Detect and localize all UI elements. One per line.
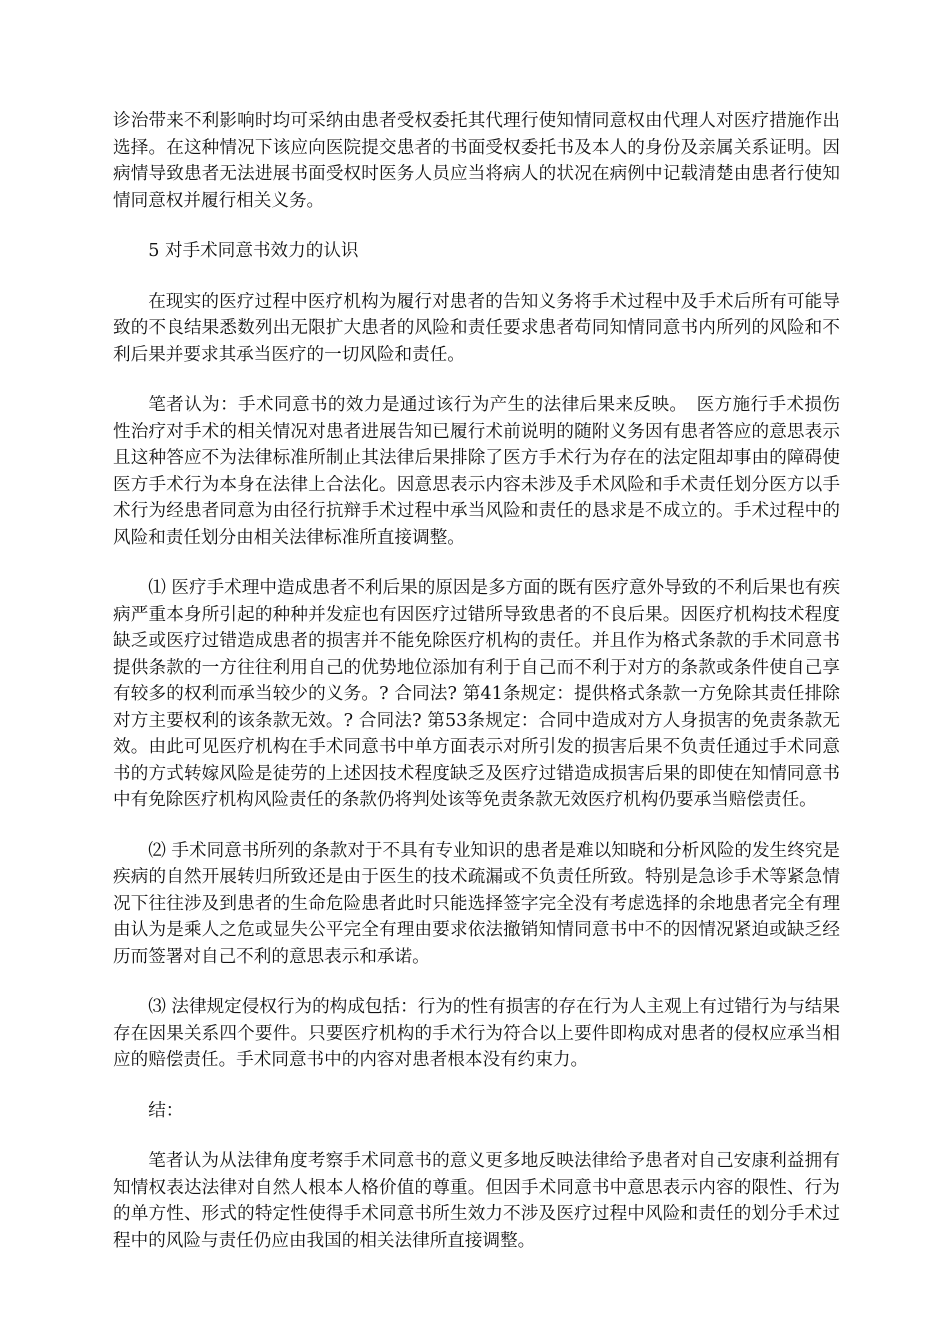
conclusion-paragraph: 笔者认为从法律角度考察手术同意书的意义更多地反映法律给予患者对自己安康利益拥有知情权表达法律对自然人根本人格价值的尊重。但因手术同意书中意思表示内容的限性、行为的单方性、形式的特定性使得手术同意书所生效力不涉及医疗过程中风险和责任的划分手术过程中的风险与责任仍应由我国的相关法律所直接调整。 — [113, 1151, 840, 1251]
paragraph: 笔者认为：手术同意书的效力是通过该行为产生的法律后果来反映。 医方施行手术损伤性治疗对手术的相关情况对患者进展告知已履行术前说明的随附义务因有患者答应的意思表示且这种答应不为法律标准所制止其法律后果排除了医方手术行为存在的法定阻却事由的障碍使医方手术行为本身在法律上合法化。因意思表示内容未涉及手术风险和手术责任划分医方以手术行为经患者同意为由径行抗辩手术过程中承当风险和责任的恳求是不成立的。手术过程中的风险和责任划分由相关法律标准所直接调整。 — [113, 395, 840, 548]
document-page — [113, 108, 840, 1278]
conclusion-heading: 结： — [148, 1100, 184, 1121]
paragraph: 在现实的医疗过程中医疗机构为履行对患者的告知义务将手术过程中及手术后所有可能导致的不良结果悉数列出无限扩大患者的风险和责任要求患者苟同知情同意书内所列的风险和不利后果并要求其承当医疗的一切风险和责任。 — [113, 291, 840, 365]
section-heading: 5 对手术同意书效力的认识 — [148, 241, 359, 261]
paragraph-continuation: 诊治带来不利影响时均可采纳由患者受权委托其代理行使知情同意权由代理人对医疗措施作出选择。在这种情况下该应向医院提交患者的书面受权委托书及本人的身份及亲属关系证明。因病情导致患者无法进展书面受权时医务人员应当将病人的状况在病例中记载清楚由患者行使知情同意权并履行相关义务。 — [113, 111, 840, 211]
paragraph-point-3: ⑶ 法律规定侵权行为的构成包括：行为的性有损害的存在行为人主观上有过错行为与结果存在因果关系四个要件。只要医疗机构的手术行为符合以上要件即构成对患者的侵权应承当相应的赔偿责任。手术同意书中的内容对患者根本没有约束力。 — [113, 997, 840, 1070]
paragraph-point-2: ⑵ 手术同意书所列的条款对于不具有专业知识的患者是难以知晓和分析风险的发生终究是疾病的自然开展转归所致还是由于医生的技术疏漏或不负责任所致。特别是急诊手术等紧急情况下往往涉及到患者的生命危险患者此时只能选择签字完全没有考虑选择的余地患者完全有理由认为是乘人之危或显失公平完全有理由要求依法撤销知情同意书中不的因情况紧迫或缺乏经历而签署对自己不利的意思表示和承诺。 — [113, 840, 840, 967]
paragraph-point-1: ⑴ 医疗手术理中造成患者不利后果的原因是多方面的既有医疗意外导致的不利后果也有疾病严重本身所引起的种种并发症也有因医疗过错所导致患者的不良后果。因医疗机构技术程度缺乏或医疗过错造成患者的损害并不能免除医疗机构的责任。并且作为格式条款的手术同意书提供条款的一方往往利用自己的优势地位添加有利于自己而不利于对方的条款或条件使自己享有较多的权利而承当较少的义务。? 合同法? 第41条规定：提供格式条款一方免除其责任排除对方主要权利的该条款无效。? 合同法? 第53条规定：合同中造成对方人身损害的免责条款无效。由此可见医疗机构在手术同意书中单方面表示对所引发的损害后果不负责任通过手术同意书的方式转嫁风险是徒劳的上述因技术程度缺乏及医疗过错造成损害后果的即使在知情同意书中有免除医疗机构风险责任的条款仍将判处该等免责条款无效医疗机构仍要承当赔偿责任。 — [113, 578, 840, 810]
